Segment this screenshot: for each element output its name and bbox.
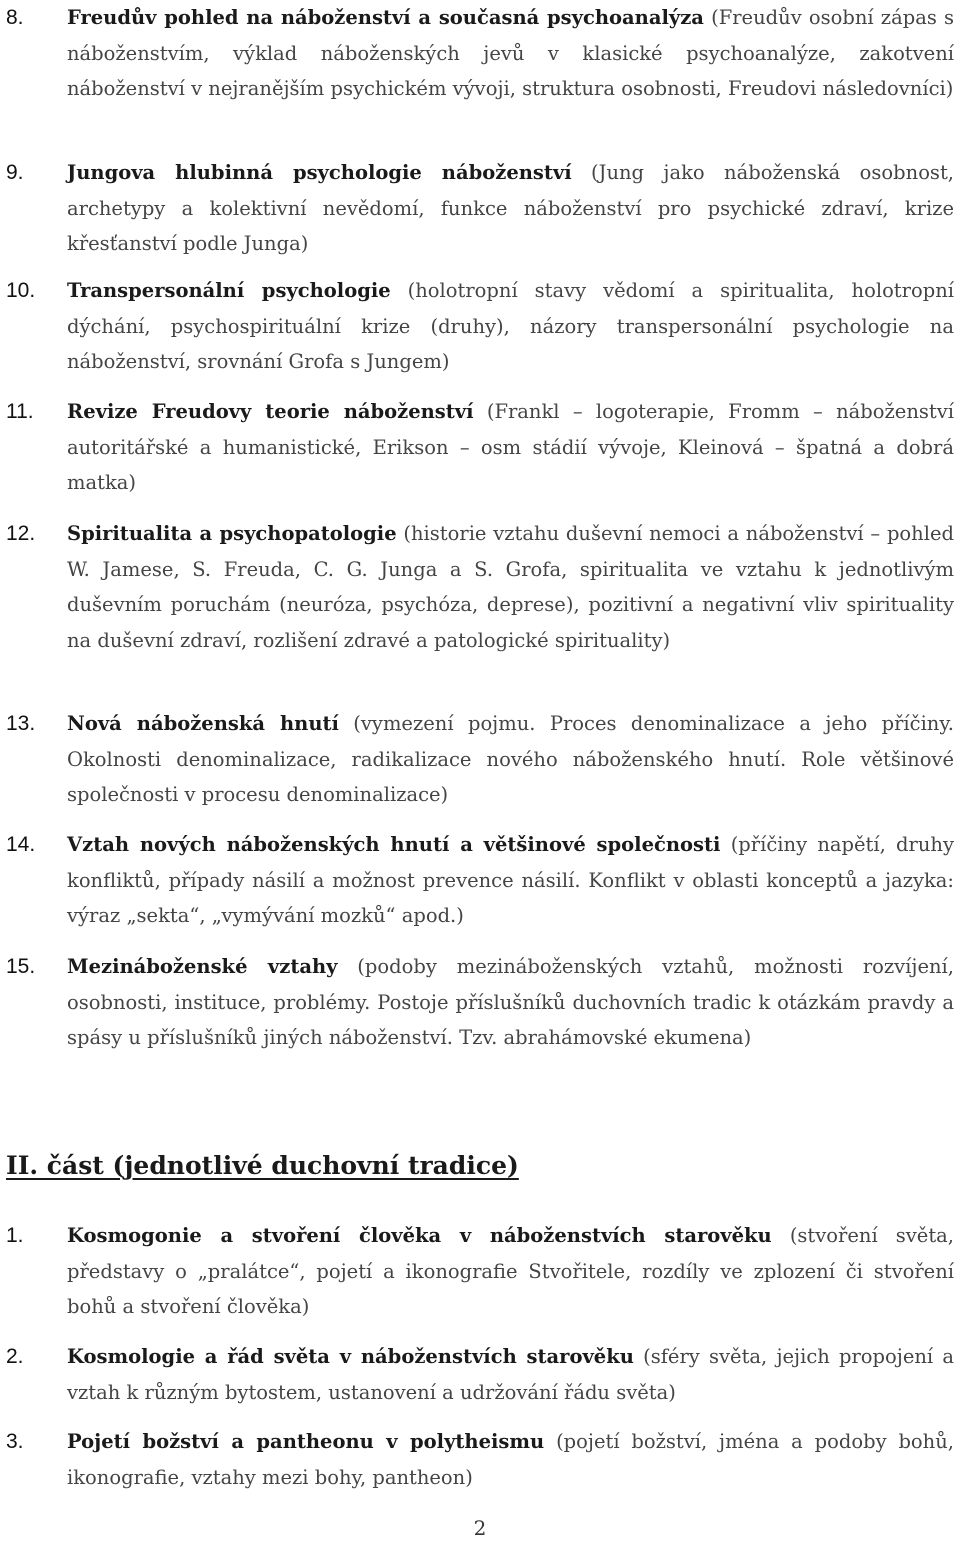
item-text — [67, 949, 954, 1056]
item-number: 1. — [6, 1224, 24, 1247]
item-title: Kosmogonie a stvoření člověka v náboženstvích starověku — [67, 1224, 772, 1247]
list-item — [0, 394, 960, 501]
item-text — [67, 273, 954, 380]
item-title: Mezináboženské vztahy — [67, 955, 338, 978]
item-title: Freudův pohled na náboženství a současná psychoanalýza — [67, 6, 704, 29]
item-title: Spiritualita a psychopatologie — [67, 522, 397, 545]
list-item — [0, 1424, 960, 1495]
item-text — [67, 155, 954, 262]
item-description: (holotropní stavy vědomí a spiritualita, holotropní dýchání, psychospirituální krize (druhy), názory transpersonální psychologie na náboženství, srovnání Grofa s Jungem) — [67, 279, 954, 373]
item-text — [67, 394, 954, 501]
list-item — [0, 516, 960, 658]
list-item — [0, 706, 960, 813]
list-item — [0, 827, 960, 934]
item-description: (historie vztahu duševní nemoci a náboženství – pohled W. Jamese, S. Freuda, C. G. Junga a S. Grofa, spiritualita ve vztahu k jednotlivým duševním poruchám (neuróza, psychóza, deprese), pozitivní a negativní vliv spirituality na duševní zdraví, rozlišení zdravé a patologické spirituality) — [67, 522, 954, 652]
list-item — [0, 1339, 960, 1410]
page-number: 2 — [473, 1516, 487, 1540]
item-text — [67, 1339, 954, 1410]
item-number: 2. — [6, 1345, 24, 1368]
item-number: 3. — [6, 1430, 24, 1453]
item-description: (stvoření světa, představy o „pralátce“, pojetí a ikonografie Stvořitele, rozdíly ve zplození či stvoření bohů a stvoření člověka) — [67, 1224, 954, 1318]
item-text — [67, 516, 954, 658]
list-item — [0, 0, 960, 107]
item-title: Jungova hlubinná psychologie náboženství — [67, 161, 572, 184]
list-item — [0, 273, 960, 380]
item-description: (vymezení pojmu. Proces denominalizace a jeho příčiny. Okolnosti denominalizace, radikalizace nového náboženského hnutí. Role většinové společnosti v procesu denominalizace) — [67, 712, 954, 806]
section-heading: II. část (jednotlivé duchovní tradice) — [6, 1151, 519, 1180]
item-number: 13. — [6, 712, 36, 735]
list-item — [0, 155, 960, 262]
item-title: Nová náboženská hnutí — [67, 712, 339, 735]
item-number: 10. — [6, 279, 36, 302]
item-number: 14. — [6, 833, 36, 856]
item-text — [67, 1424, 954, 1495]
item-description: (sféry světa, jejich propojení a vztah k různým bytostem, ustanovení a udržování řádu světa) — [67, 1345, 954, 1404]
item-number: 15. — [6, 955, 36, 978]
item-title: Vztah nových náboženských hnutí a většinové společnosti — [67, 833, 721, 856]
item-description: (podoby mezináboženských vztahů, možnosti rozvíjení, osobnosti, instituce, problémy. Postoje příslušníků duchovních tradic k otázkám pravdy a spásy u příslušníků jiných náboženství. Tzv. abrahámovské ekumena) — [67, 955, 954, 1049]
item-title: Kosmologie a řád světa v náboženstvích starověku — [67, 1345, 634, 1368]
item-text — [67, 706, 954, 813]
list-item — [0, 1218, 960, 1325]
item-number: 12. — [6, 522, 36, 545]
item-description: (příčiny napětí, druhy konfliktů, případy násilí a možnost prevence násilí. Konflikt v oblasti konceptů a jazyka: výraz „sekta“, „vymývání mozků“ apod.) — [67, 833, 954, 927]
item-title: Transpersonální psychologie — [67, 279, 391, 302]
item-number: 11. — [6, 400, 34, 423]
item-title: Revize Freudovy teorie náboženství — [67, 400, 474, 423]
item-number: 8. — [6, 6, 24, 29]
item-title: Pojetí božství a pantheonu v polytheismu — [67, 1430, 545, 1453]
item-text — [67, 827, 954, 934]
item-number: 9. — [6, 161, 24, 184]
item-description: (Freudův osobní zápas s náboženstvím, výklad náboženských jevů v klasické psychoanalýze, zakotvení náboženství v nejranějším psychickém vývoji, struktura osobnosti, Freudovi následovníci) — [67, 6, 954, 100]
item-description: (Frankl – logoterapie, Fromm – náboženství autoritářské a humanistické, Erikson – osm stádií vývoje, Kleinová – špatná a dobrá matka) — [67, 400, 954, 494]
item-description: (Jung jako náboženská osobnost, archetypy a kolektivní nevědomí, funkce náboženství pro psychické zdraví, krize křesťanství podle Junga) — [67, 161, 954, 255]
item-text — [67, 0, 954, 107]
list-item — [0, 949, 960, 1056]
item-text — [67, 1218, 954, 1325]
item-description: (pojetí božství, jména a podoby bohů, ikonografie, vztahy mezi bohy, pantheon) — [67, 1430, 954, 1489]
